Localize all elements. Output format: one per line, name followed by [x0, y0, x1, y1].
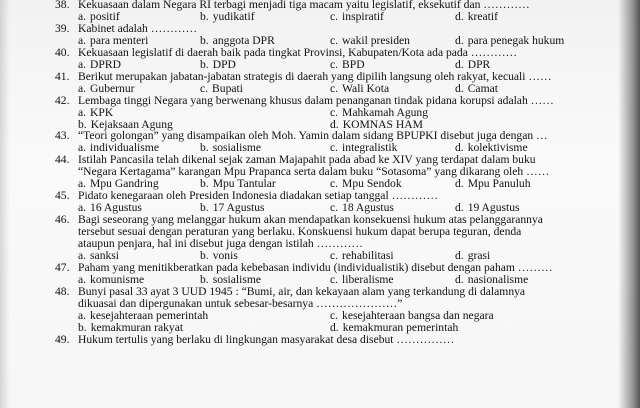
option-letter: c.	[330, 248, 339, 262]
answer-option	[200, 11, 255, 23]
option-letter: b.	[200, 9, 209, 23]
option-letter: c.	[200, 81, 209, 95]
option-letter: d.	[455, 33, 464, 47]
question-number: 39.	[55, 21, 70, 35]
option-letter: b.	[78, 117, 87, 131]
option-text: kreatif	[467, 9, 498, 23]
option-letter: d.	[455, 201, 464, 215]
option-letter: c.	[330, 105, 339, 119]
option-text: BPD	[342, 57, 365, 71]
question-text: Kekuasaan legislatif di daerah baik pada tingkat Provinsi, Kabupaten/Kota ada pada …………	[78, 45, 518, 59]
option-text: vonis	[212, 248, 238, 262]
question-text: Kabinet adalah …………	[78, 21, 198, 35]
option-text: kemakmuran pemerintah	[342, 320, 459, 334]
question-text: “Teori golongan” yang disampaikan oleh Moh. Yamin dalam sidang BPUPKI disebut juga dengan …	[78, 129, 548, 143]
option-text: para penegak hukum	[467, 33, 565, 47]
question-text: Bunyi pasal 33 ayat 3 UUD 1945 : “Bumi, air, dan kekayaan alam yang terkandung di dalamnya	[78, 284, 526, 298]
option-text: KPK	[90, 105, 114, 119]
option-letter: b.	[200, 33, 209, 47]
option-letter: a.	[78, 177, 87, 191]
option-text: Mpu Gandring	[90, 177, 159, 191]
option-letter: b.	[200, 57, 209, 71]
option-text: komunisme	[90, 272, 145, 286]
option-letter: b.	[78, 320, 87, 334]
option-text: inspiratif	[342, 9, 384, 23]
option-text: Kejaksaan Agung	[90, 117, 173, 131]
option-letter: a.	[78, 308, 87, 322]
option-letter: d.	[455, 177, 464, 191]
question-text-continued: “Negara Kertagama” karangan Mpu Prapanca serta dalam buku “Sotasoma” yang dikarang oleh ……	[78, 165, 550, 179]
question-number: 40.	[55, 45, 70, 59]
option-letter: b.	[200, 141, 209, 155]
option-text: 19 Agustus	[467, 201, 520, 215]
answer-option	[330, 59, 365, 71]
option-letter: c.	[330, 9, 339, 23]
option-text: Mpu Sendok	[342, 177, 402, 191]
question-text: Lembaga tinggi Negara yang berwenang khusus dalam penanganan tindak pidana korupsi adalah ……	[78, 93, 554, 107]
option-letter: c.	[330, 201, 339, 215]
question-text-continued: ataupun penjara, hal ini disebut juga dengan istilah …………	[78, 237, 363, 250]
option-letter: d.	[455, 57, 464, 71]
option-letter: d.	[330, 117, 339, 131]
option-text: Camat	[467, 81, 498, 95]
question-text: Pidato kenegaraan oleh Presiden Indonesia diadakan setiap tanggal …………	[78, 189, 438, 203]
option-letter: b.	[200, 248, 209, 262]
option-text: nasionalisme	[467, 272, 529, 286]
question-number: 41.	[55, 69, 70, 83]
option-text: DPRD	[90, 57, 121, 71]
option-text: Mpu Tantular	[212, 177, 276, 191]
option-letter: d.	[455, 141, 464, 155]
question-text: Paham yang menitikberatkan pada kebebasan individu (individualistik) disebut dengan paham ………	[78, 260, 553, 274]
option-text: anggota DPR	[212, 33, 275, 47]
option-text: para menteri	[90, 33, 149, 47]
answer-option	[200, 59, 236, 71]
page-edge-shadow-right	[618, 0, 640, 408]
option-text: 16 Agustus	[90, 201, 142, 215]
question-text: Hukum tertulis yang berlaku di lingkungan masyarakat desa disebut ……………	[78, 332, 455, 346]
answer-option	[200, 83, 243, 95]
question-number: 38.	[55, 0, 70, 11]
option-letter: c.	[330, 141, 339, 155]
question-text: Kekuasaan dalam Negara RI terbagi menjadi tiga macam yaitu legislatif, eksekutif dan …………	[78, 0, 530, 11]
option-letter: a.	[78, 201, 87, 215]
option-text: Wali Kota	[342, 81, 390, 95]
option-letter: a.	[78, 33, 87, 47]
answer-option	[455, 83, 498, 95]
option-text: kemakmuran rakyat	[90, 320, 184, 334]
option-text: 17 Agustus	[212, 201, 265, 215]
option-letter: a.	[78, 248, 87, 262]
page-edge-shadow	[0, 0, 10, 408]
answer-option	[330, 83, 389, 95]
question-text: Bagi seseorang yang melanggar hukum akan mendapatkan konsekuensi hukum atas pelanggarannya	[78, 213, 543, 227]
option-text: individualisme	[90, 141, 159, 155]
option-letter: a.	[78, 141, 87, 155]
question-text-continued: tersebut sesuai dengan peraturan yang berlaku. Konskuensi hukum dapat berupa teguran, denda	[78, 225, 522, 239]
option-text: kolektivisme	[467, 141, 528, 155]
option-letter: c.	[330, 57, 339, 71]
question-number: 47.	[55, 260, 70, 274]
option-text: Mahkamah Agung	[342, 105, 429, 119]
option-letter: b.	[200, 177, 209, 191]
option-letter: d.	[455, 248, 464, 262]
option-text: yudikatif	[212, 9, 255, 23]
option-letter: b.	[200, 201, 209, 215]
option-text: wakil presiden	[342, 33, 410, 47]
option-text: KOMNAS HAM	[342, 117, 423, 131]
question-number: 46.	[55, 213, 70, 227]
option-letter: c.	[330, 308, 339, 322]
option-text: sosialisme	[212, 272, 262, 286]
option-text: Gubernur	[90, 81, 135, 95]
option-letter: a.	[78, 57, 87, 71]
question-number: 49.	[55, 332, 70, 346]
option-text: Mpu Panuluh	[467, 177, 531, 191]
option-text: DPD	[212, 57, 236, 71]
option-letter: a.	[78, 272, 87, 286]
option-text: Bupati	[212, 81, 243, 95]
option-letter: c.	[330, 81, 339, 95]
option-letter: d.	[455, 9, 464, 23]
answer-option	[78, 83, 134, 95]
option-letter: d.	[455, 81, 464, 95]
option-letter: a.	[78, 105, 87, 119]
question-text: Berikut merupakan jabatan-jabatan strategis di daerah yang dipilih langsung oleh rakyat, kecuali ……	[78, 69, 552, 83]
question-text: Istilah Pancasila telah dikenal sejak zaman Majapahit pada abad ke XIV yang terdapat dalam buku	[78, 153, 536, 167]
option-letter: a.	[78, 81, 87, 95]
option-letter: c.	[330, 272, 339, 286]
question-number: 48.	[55, 284, 70, 298]
option-text: kesejahteraan pemerintah	[90, 308, 209, 322]
option-text: sosialisme	[212, 141, 262, 155]
option-letter: a.	[78, 9, 87, 23]
question-number: 42.	[55, 93, 70, 107]
option-text: integralistik	[342, 141, 398, 155]
question-number: 44.	[55, 153, 70, 167]
option-letter: d.	[455, 272, 464, 286]
option-text: 18 Agustus	[342, 201, 394, 215]
answer-option	[455, 11, 498, 23]
question-text-continued: dikuasai dan dipergunakan untuk sebesar-besarnya …………………”	[78, 296, 403, 310]
option-letter: c.	[330, 33, 339, 47]
option-letter: c.	[330, 177, 339, 191]
option-text: grasi	[467, 248, 491, 262]
option-text: positif	[90, 9, 120, 23]
answer-option	[330, 11, 384, 23]
question-number: 45.	[55, 189, 70, 203]
answer-option	[455, 59, 490, 71]
option-text: kesejahteraan bangsa dan negara	[342, 308, 494, 322]
option-text: rehabilitasi	[342, 248, 394, 262]
option-text: sanksi	[90, 248, 120, 262]
option-letter: d.	[330, 320, 339, 334]
option-text: DPR	[467, 57, 491, 71]
answer-option	[78, 59, 121, 71]
option-text: liberalisme	[342, 272, 394, 286]
answer-option	[455, 178, 531, 190]
question-number: 43.	[55, 129, 70, 143]
answer-option	[78, 322, 183, 334]
option-letter: b.	[200, 272, 209, 286]
answer-option	[330, 322, 458, 334]
